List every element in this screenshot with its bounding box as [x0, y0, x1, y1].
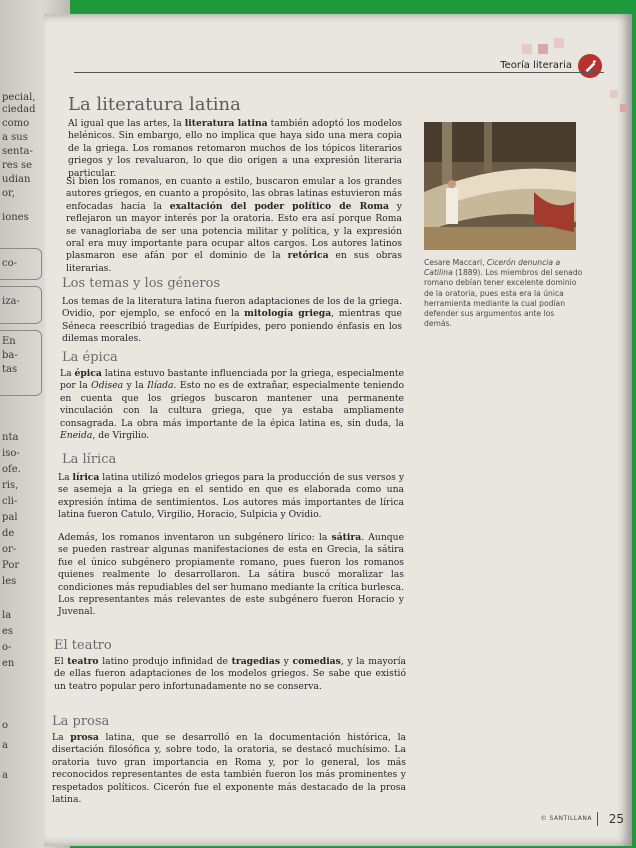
prev-fragment: tas [2, 364, 18, 375]
prev-fragment: or- [2, 544, 17, 555]
prev-fragment: ris, [2, 480, 19, 491]
deco-square [620, 104, 628, 112]
prev-fragment: co- [2, 258, 17, 269]
header-rule [74, 72, 604, 73]
teatro-paragraph: El teatro latino produjo infinidad de tragedias y comedias, y la mayoría de ellas fueron adaptaciones de los modelos griegos. Se sabe que existió un teatro popular pero infortunadamente no se conserva. [54, 656, 406, 692]
section-label: Teoría literaria [500, 60, 572, 71]
prev-fragment: ofe. [2, 464, 21, 475]
prosa-paragraph: La prosa latina, que se desarrolló en la documentación histórica, la disertación filosófica y, sobre todo, la oratoria, se destacó muchísimo. La oratoria tuvo gran importancia en Roma y, por lo general, los más reconocidos representantes de esta también fueron los más prominentes y respetados políticos. Cicerón fue el exponente más destacado de la prosa latina. [52, 732, 406, 806]
temas-paragraph: Los temas de la literatura latina fueron adaptaciones de los de la griega. Ovidio, por ejemplo, se enfocó en la mitología griega, mientras que Séneca reescribió tragedias de Eurípides, pero poniendo énfasis en los dilemas morales. [62, 296, 402, 345]
prev-fragment: udian [2, 174, 31, 185]
painting-caption: Cesare Maccari, Cicerón denuncia a Catilina (1889). Los miembros del senado romano debían tener excelente dominio de la oratoria, pues esta era la única herramienta mediante la cual podían defender sus argumentos ante los demás. [424, 258, 583, 329]
lirica-paragraph-2: Además, los romanos inventaron un subgénero lírico: la sátira. Aunque se pueden rastrear algunas manifestaciones de esta en Grecia, la sátira fue el único subgénero propiamente romano, pues fueron los romanos quienes realmente lo desarrollaron. La sátira buscó moralizar las condiciones más repudiables del ser humano mediante la crítica burlesca. Los representantes más relevantes de este subgénero fueron Horacio y Juvenal. [58, 532, 405, 618]
prev-fragment: iones [2, 212, 29, 223]
heading-temas: Los temas y los géneros [62, 276, 221, 291]
prev-fragment: ba- [2, 350, 18, 361]
prev-fragment: de [2, 528, 15, 539]
deco-square [554, 38, 564, 48]
prev-fragment: iza- [2, 296, 20, 307]
prev-fragment: iso- [2, 448, 20, 459]
book-page [44, 14, 632, 846]
painting-image [424, 122, 576, 250]
prev-fragment: En [2, 336, 16, 347]
prev-fragment: como [2, 118, 30, 129]
deco-square [610, 90, 618, 98]
page-title: La literatura latina [68, 94, 241, 115]
prev-fragment: es [2, 626, 14, 637]
section-badge [578, 54, 602, 78]
prev-fragment: les [2, 576, 17, 587]
publisher-brand: © SANTILLANA [540, 815, 592, 822]
prev-fragment: en [2, 658, 15, 669]
prev-fragment: nta [2, 432, 19, 443]
prev-fragment: Por [2, 560, 20, 571]
heading-prosa: La prosa [52, 714, 110, 729]
heading-lirica: La lírica [62, 452, 117, 467]
prev-fragment: res se [2, 160, 33, 171]
page-number: 25 [608, 812, 624, 826]
prev-fragment: a [2, 740, 8, 751]
prev-fragment: senta- [2, 146, 33, 157]
prev-fragment: o [2, 720, 9, 731]
prev-fragment: la [2, 610, 12, 621]
heading-teatro: El teatro [54, 638, 112, 653]
deco-square [538, 44, 548, 54]
lirica-paragraph-1: La lírica latina utilizó modelos griegos para la producción de sus versos y se asemeja a la griega en el sentido en que es elaborada como una expresión íntima de sentimientos. Los autores más importantes de lírica latina fueron Catulo, Virgilio, Horacio, Sulpicia y Ovidio. [58, 472, 405, 521]
prev-fragment: cli- [2, 496, 18, 507]
intro-paragraph-1: Al igual que las artes, la literatura latina también adoptó los modelos helénicos. Sin embargo, ello no implica que haya sido una mera copia de la griega. Los romanos retomaron muchos de los tópicos literarios griegos y los revaluaron, lo que dio origen a una expresión literaria particular. [68, 118, 402, 179]
prev-fragment: or, [2, 188, 15, 199]
prev-fragment: a [2, 770, 8, 781]
prev-fragment: o- [2, 642, 12, 653]
prev-fragment: pal [2, 512, 18, 523]
prev-fragment: a sus [2, 132, 28, 143]
epica-paragraph: La épica latina estuvo bastante influenciada por la griega, especialmente por la Odisea y la Ilíada. Esto no es de extrañar, especialmente teniendo en cuenta que los griegos buscaron mantener una permanente vinculación con la cultura griega, que ya estaba ampliamente consagrada. La obra más importante de la épica latina es, sin duda, la Eneida, de Virgilio. [60, 368, 404, 442]
deco-square [522, 44, 532, 54]
footer-separator [597, 812, 598, 826]
prev-fragment: ciedad [2, 104, 36, 115]
prev-fragment: pecial, [2, 92, 36, 103]
heading-epica: La épica [62, 350, 118, 365]
intro-paragraph-2: Si bien los romanos, en cuanto a estilo, buscaron emular a los grandes autores griegos, en cuanto a propósito, las obras latinas estuvieron más enfocadas hacia la exaltación del poder político de Roma y reflejaron un mayor interés por la oratoria. Esto era así porque Roma se vanagloriaba de ser una potencia militar y política, y la expresión oral era muy importante para ocupar altos cargos. Los autores latinos plasmaron ese afán por el dominio de la retórica en sus obras literarias. [66, 176, 402, 274]
quill-icon [583, 59, 597, 73]
senate-painting [424, 122, 576, 250]
